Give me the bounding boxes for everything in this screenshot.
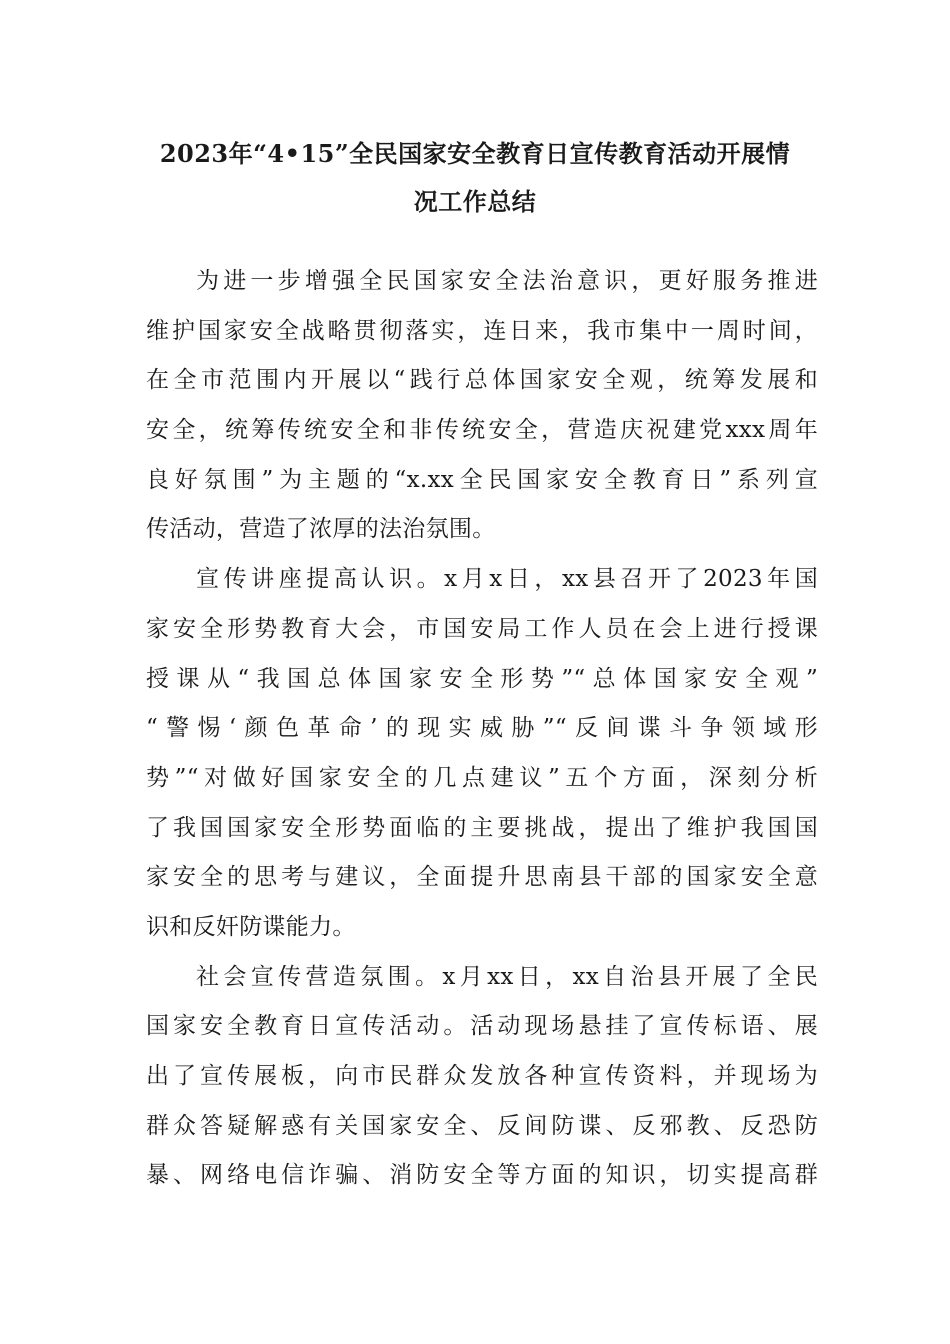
paragraph-3-line: 群众答疑解惑有关国家安全、反间防谍、反邪教、反恐防	[146, 1112, 818, 1139]
paragraph-1-line: 在全市范围内开展以“践行总体国家安全观，统筹发展和	[146, 367, 818, 394]
paragraph-2-line: 势”“对做好国家安全的几点建议”五个方面，深刻分析	[146, 764, 818, 791]
paragraph-2-line: 家安全形势教育大会，市国安局工作人员在会上进行授课	[146, 615, 818, 642]
paragraph-1-line: 维护国家安全战略贯彻落实，连日来，我市集中一周时间，	[146, 317, 818, 344]
paragraph-2-line: 授课从“我国总体国家安全形势”“总体国家安全观”	[146, 665, 818, 692]
paragraph-2-line: 了我国国家安全形势面临的主要挑战，提出了维护我国国	[146, 814, 818, 841]
paragraph-3-line: 出了宣传展板，向市民群众发放各种宣传资料，并现场为	[146, 1063, 818, 1089]
paragraph-3-line: 社会宣传营造氛围。x月xx日，xx自治县开展了全民	[196, 963, 818, 990]
paragraph-1-line: 传活动，营造了浓厚的法治氛围。	[146, 516, 496, 543]
paragraph-1-line: 良好氛围”为主题的“x.xx全民国家安全教育日”系列宣	[146, 466, 818, 493]
document-body	[146, 257, 818, 1201]
paragraph-2-line: 宣传讲座提高认识。x月x日，xx县召开了2023年国	[196, 566, 818, 593]
paragraph-1-line: 安全，统筹传统安全和非传统安全，营造庆祝建党xxx周年	[146, 417, 818, 444]
paragraph-2-line: 家安全的思考与建议，全面提升思南县干部的国家安全意	[146, 864, 818, 891]
paragraph-2-line: “警惕‘颜色革命’的现实威胁”“反间谍斗争领域形	[146, 715, 818, 742]
document-title-line-2: 况工作总结	[413, 187, 537, 216]
paragraph-2-line: 识和反奸防谍能力。	[146, 913, 356, 940]
paragraph-3-line: 国家安全教育日宣传活动。活动现场悬挂了宣传标语、展	[146, 1013, 818, 1040]
paragraph-1-line: 为进一步增强全民国家安全法治意识，更好服务推进	[196, 268, 818, 294]
paragraph-3-line: 暴、网络电信诈骗、消防安全等方面的知识，切实提高群	[146, 1162, 818, 1189]
document-title-line-1: 2023年“4•15”全民国家安全教育日宣传教育活动开展情	[159, 139, 791, 168]
